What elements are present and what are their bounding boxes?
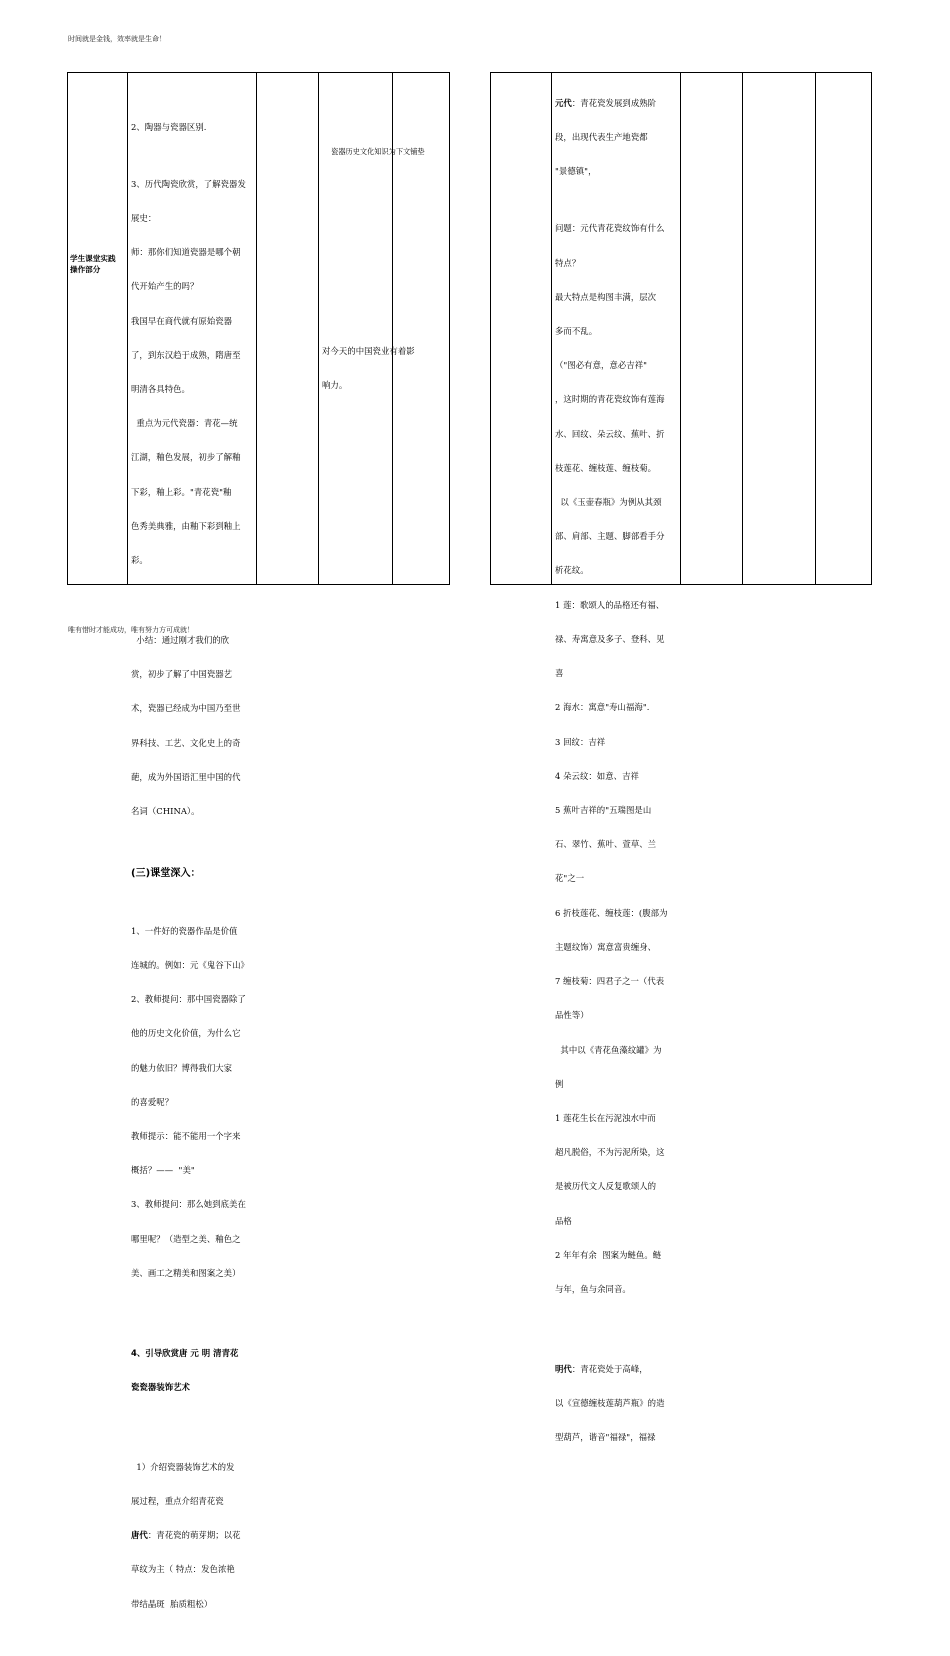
yuan-first: ：青花瓷发展到成熟阶 [571, 97, 657, 108]
text-line: 花"之一 [555, 873, 585, 884]
text-line: 下彩，釉上彩。"青花瓷"釉 [131, 486, 232, 497]
text-line: 江湖，釉色发展，初步了解釉 [131, 452, 241, 463]
text-line: 色秀美典雅，由釉下彩到釉上 [131, 520, 241, 531]
deep-lines [131, 903, 257, 1302]
column-divider [742, 73, 743, 584]
row-label-cell [68, 253, 126, 275]
text-line: 师：那你们知道瓷器是哪个朝 [131, 247, 241, 258]
tail-lines [131, 1439, 257, 1633]
text-line: 5 蕉叶吉祥的"五瑞图是山 [555, 805, 652, 815]
tang-text: ：青花瓷的萌芽期；以花 [147, 1530, 241, 1541]
page-footer: 唯有惜时才能成功，唯有努力方可成就！ [68, 626, 194, 634]
text-line: 以《玉壶春瓶》为例从其颈 [555, 497, 662, 508]
text-line: 主题纹饰）寓意富贵缠身、 [555, 941, 657, 952]
text-line: 超凡脱俗，不为污泥所染，这 [555, 1147, 665, 1158]
yuan-label: 元代 [555, 97, 572, 108]
text-line: 3、历代陶瓷欣赏，了解瓷器发 [131, 178, 246, 189]
text-line: 1、一件好的瓷器作品是价值 [131, 925, 238, 936]
text-line: 枝莲花、缠枝莲、缠枝菊。 [555, 462, 657, 473]
column-divider [815, 73, 816, 584]
text-line: 我国早在商代就有原始瓷器 [131, 315, 233, 326]
text-line: 型葫芦，谐音"福禄"，福禄 [555, 1432, 656, 1443]
text-line: 例 [555, 1078, 564, 1089]
text-line: 术，瓷器已经成为中国乃至世 [131, 703, 241, 714]
text-line: 教师提示：能不能用一个字来 [131, 1130, 241, 1141]
text-line: 是被历代文人反复歌颂人的 [555, 1181, 657, 1192]
text-line: 葩，成为外国语汇里中国的代 [131, 771, 241, 782]
text-line: 带结晶斑 胎质粗松） [131, 1598, 213, 1609]
column-divider [551, 73, 552, 584]
text-line: 2、教师提问：那中国瓷器除了 [131, 994, 246, 1005]
column-divider [318, 73, 319, 584]
text-line: 析花纹。 [555, 565, 589, 576]
lesson-content-cell [131, 76, 257, 1656]
text-line: 喜 [555, 668, 564, 679]
text-line: 3 回纹：吉祥 [555, 736, 606, 747]
text-line: 明清各具特色。 [131, 383, 190, 394]
bold-heading [131, 1325, 257, 1416]
text-line: 草纹为主（ 特点：发色浓艳 [131, 1564, 235, 1575]
ming-line [555, 1364, 681, 1375]
text-line: ，这时期的青花瓷纹饰有莲海 [555, 394, 665, 405]
section-title: (三)课堂深入： [131, 868, 201, 880]
text-line: 了，到东汉趋于成熟，隋唐至 [131, 349, 241, 360]
text-line: 概括？—— "美" [131, 1165, 195, 1176]
text-line: 界科技、工艺、文化史上的奇 [131, 737, 241, 748]
text-line: 小结：通过刚才我们的欣 [131, 634, 230, 645]
text-line: 石、翠竹、蕉叶、萱草、兰 [555, 839, 657, 850]
design-note-cell-2 [322, 323, 415, 414]
text-line: 3、教师提问：那么她到底美在 [131, 1199, 246, 1210]
text-line: 水、回纹、朵云纹、蕉叶、折 [555, 428, 665, 439]
text-line: 1）介绍瓷器装饰艺术的发 [131, 1461, 235, 1472]
design-note-cell [322, 137, 425, 167]
page-header: 时间就是金钱，效率就是生命！ [68, 35, 166, 43]
design-note: 瓷器历史文化知识为下文铺垫 [331, 147, 425, 156]
text-line: 代开始产生的吗？ [131, 281, 199, 292]
text-line: 展过程，重点介绍青花瓷 [131, 1495, 224, 1506]
text-line: 展史： [131, 212, 157, 223]
yuan-line [555, 98, 681, 109]
text-line: 4、引导欣赏唐 元 明 清青花 [131, 1347, 239, 1358]
text-line: 禄、寿寓意及多子、登科、见 [555, 633, 665, 644]
text-line: 多而不乱。 [555, 325, 598, 336]
text-line: 瓷瓷器装饰艺术 [131, 1381, 190, 1392]
text-line: 重点为元代瓷器：青花—统 [131, 418, 238, 429]
text-line: 彩。 [131, 555, 148, 566]
text-line: 品性等） [555, 1010, 589, 1021]
text-line: 品格 [555, 1215, 572, 1226]
text-line: 哪里呢？（造型之美、釉色之 [131, 1233, 241, 1244]
right-lesson-table [490, 72, 872, 1443]
ming-label: 明代 [555, 1363, 572, 1374]
text-line: 4 朵云纹：如意、吉祥 [555, 770, 639, 781]
text-line: 1 莲：歌颂人的品格还有福、 [555, 599, 665, 610]
text-line: 6 折枝莲花、缠枝莲：(腹部为 [555, 907, 668, 918]
text-line: 的喜爱呢？ [131, 1096, 174, 1107]
text-line: 响力。 [322, 380, 348, 391]
text-line: 他的历史文化价值，为什么它 [131, 1028, 241, 1039]
ming-first: ：青花瓷处于高峰， [571, 1363, 648, 1374]
main-lines [131, 99, 257, 840]
text-line: 2 年年有余 图案为鲢鱼。鲢 [555, 1249, 662, 1260]
text-line: 特点？ [555, 257, 581, 268]
tang-line [131, 1530, 257, 1541]
text-line: 问题：元代青花瓷纹饰有什么 [555, 223, 665, 234]
column-divider [127, 73, 128, 584]
text-line: 段，出现代表生产地瓷都 [555, 132, 648, 143]
text-line: 2、陶器与瓷器区别. [131, 121, 207, 132]
tang-label: 唐代 [131, 1530, 148, 1541]
text-line: 美、画工之精美和图案之美） [131, 1267, 241, 1278]
row-label-line: 操作部分 [70, 265, 101, 274]
text-line: 部、肩部、主题、脚部看手分 [555, 531, 665, 542]
text-line: 与年，鱼与余同音。 [555, 1284, 631, 1295]
text-line: 赏，初步了解了中国瓷器艺 [131, 669, 233, 680]
text-line: 以《宣德缠枝莲葫芦瓶》的造 [555, 1398, 665, 1409]
text-line: 7 缠枝菊：四君子之一（代表 [555, 976, 665, 987]
text-line: 1 莲花生长在污泥浊水中而 [555, 1112, 656, 1123]
text-line: "景德镇"， [555, 166, 597, 177]
text-line: （"图必有意，意必吉祥" [555, 360, 648, 371]
lesson-content-cell [555, 75, 681, 1467]
text-line: 名词（CHINA）。 [131, 806, 200, 816]
row-label-line: 学生课堂实践 [70, 254, 116, 263]
text-line: 2 海水：寓意"寿山福海". [555, 702, 650, 713]
text-line: 对今天的中国瓷业有着影 [322, 345, 415, 356]
text-line: 的魅力依旧？博得我们大家 [131, 1062, 233, 1073]
text-line: 其中以《青花鱼藻纹罐》为 [555, 1044, 662, 1055]
text-line: 最大特点是构图丰满，层次 [555, 291, 657, 302]
text-line: 连城的。例如：元《鬼谷下山》 [131, 959, 249, 970]
